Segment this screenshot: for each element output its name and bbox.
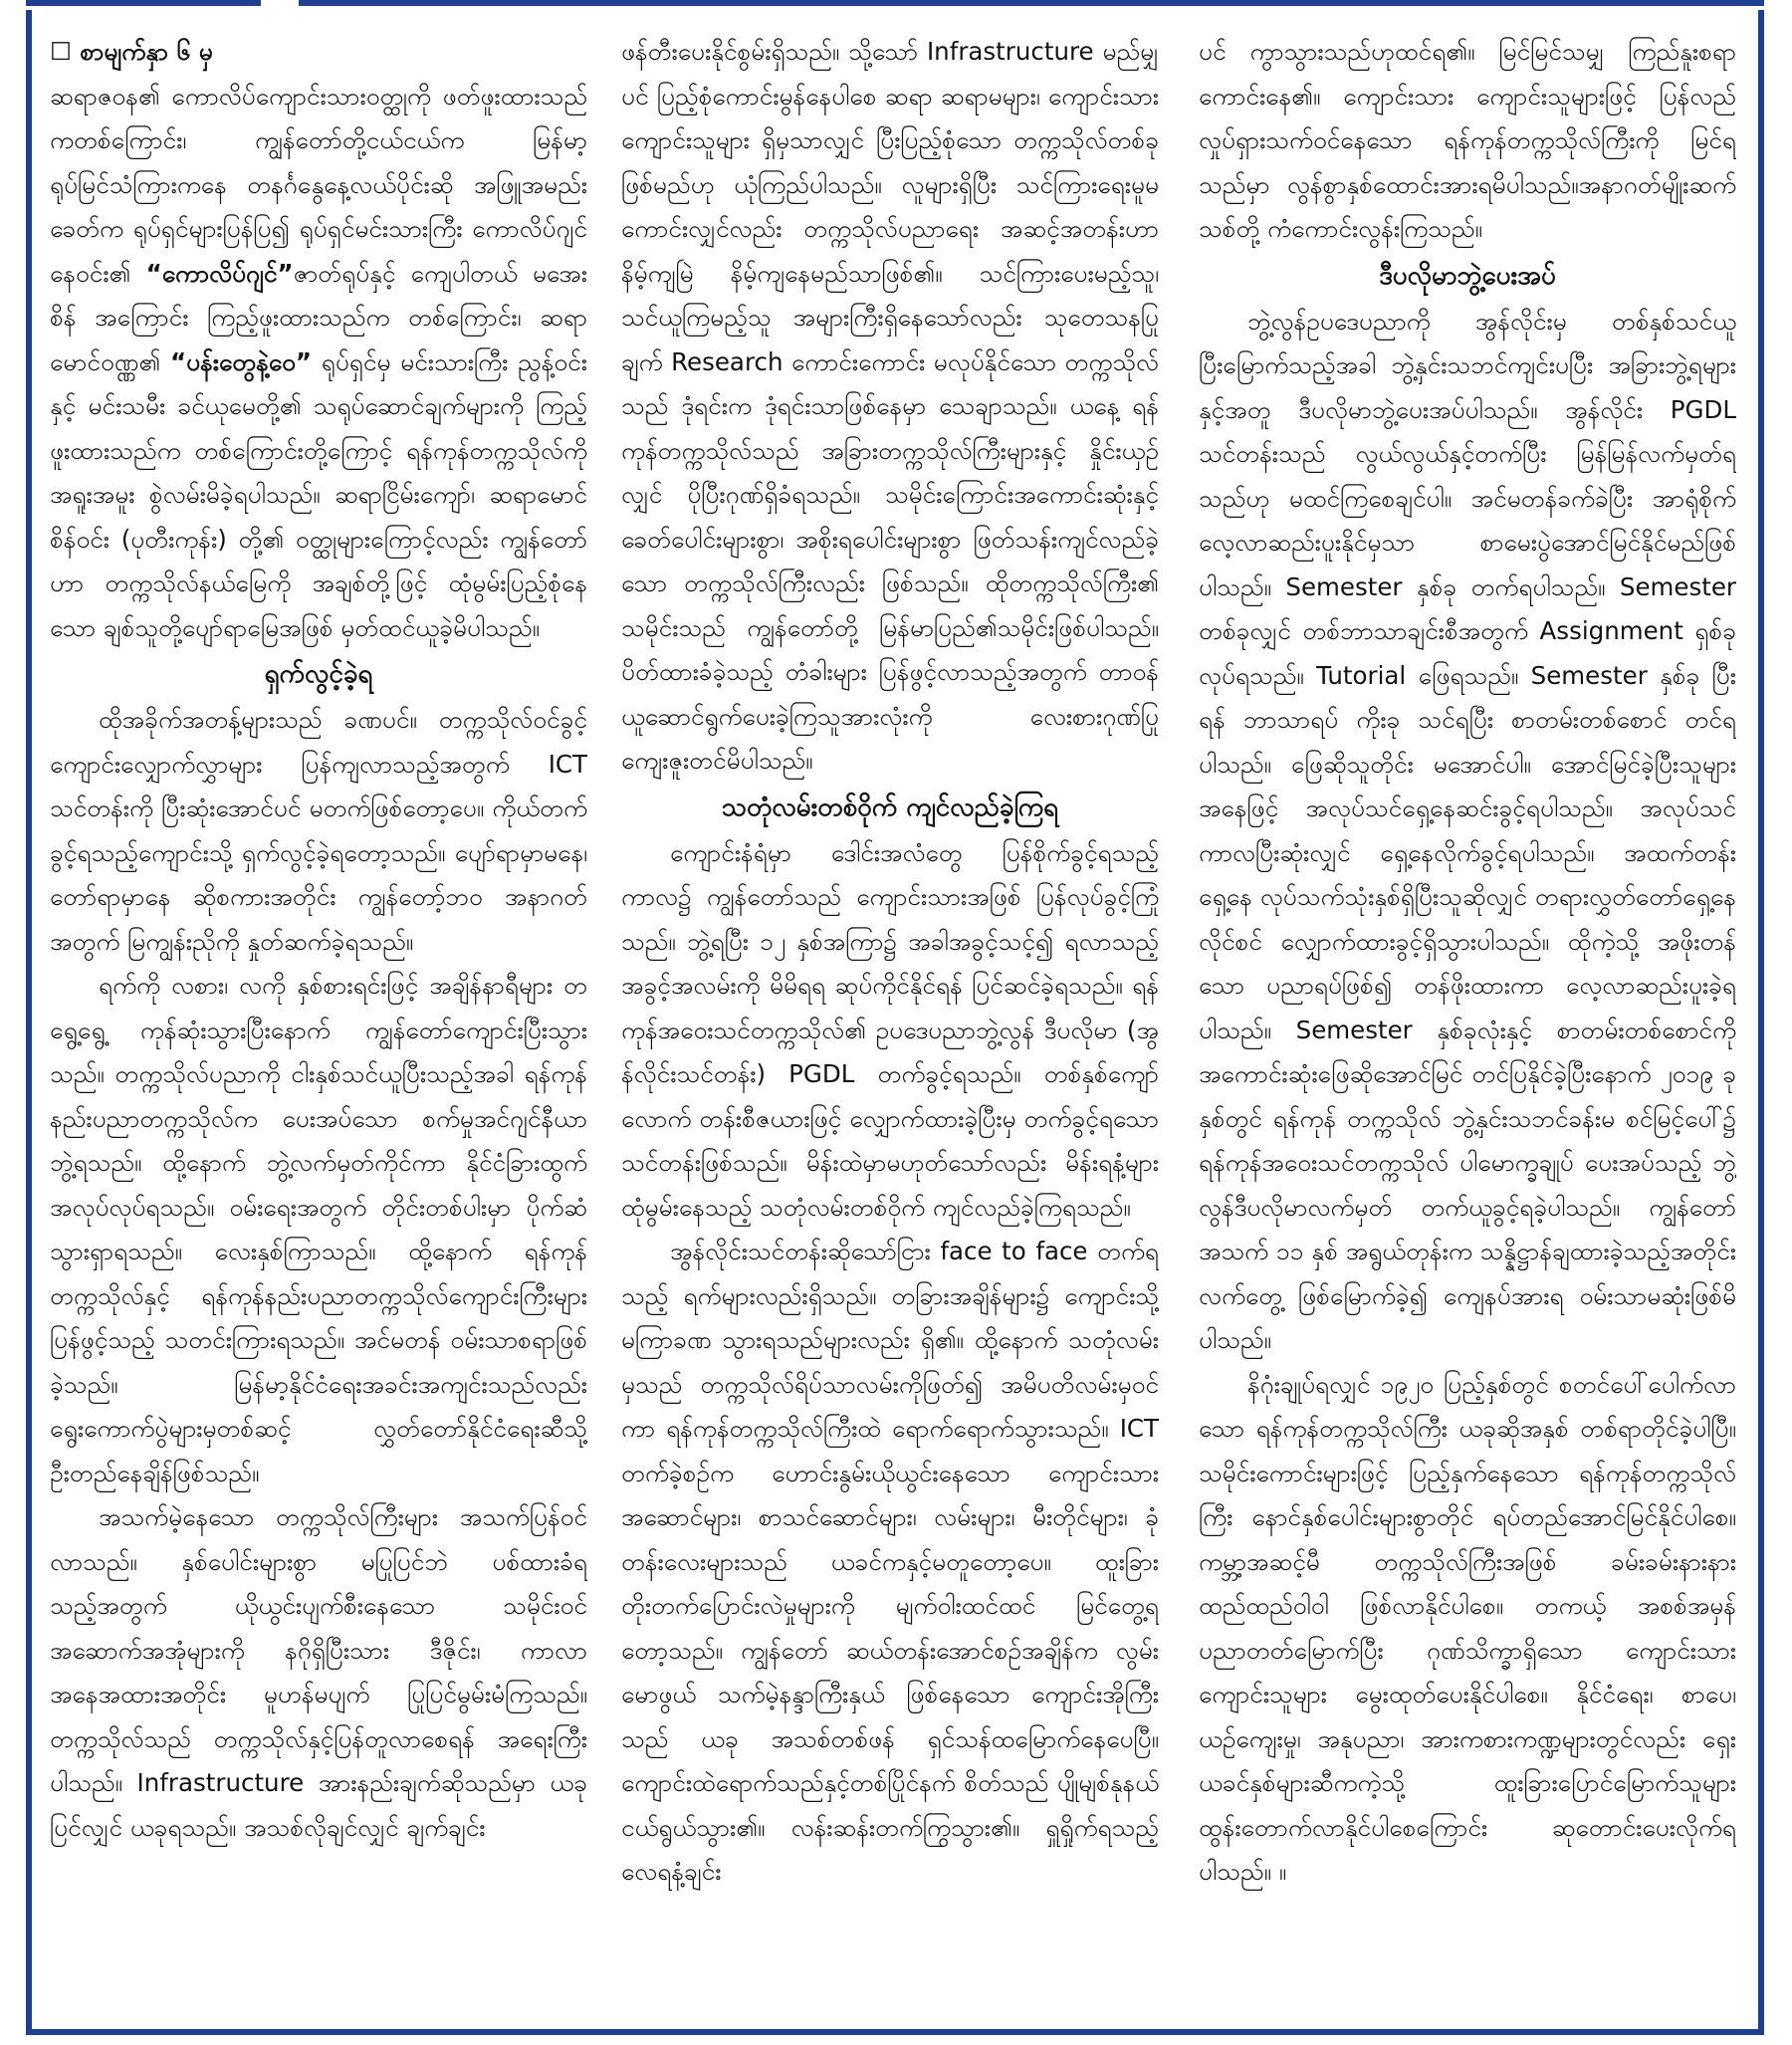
text-run: ဆရာဇဝန၏ ကောလိပ်ကျောင်းသားဝတ္ထုကို ဖတ်ဖူးထားသည်ကတစ်ကြောင်း၊ ကျွန်တော်တို့ငယ်ငယ်က မြန်မာ့ရုပ်မြင်သံကြားကနေ တနင်္ဂနွေနေ့လယ်ပိုင်းဆို အဖြူအမည်း ခေတ်က ရုပ်ရှင်များပြန်ပြ၍ ရုပ်ရှင်မင်းသားကြီး ကောလိပ်ဂျင်နေဝင်း၏ xyxy=(50,81,587,288)
paragraph: ကျောင်းနံရံမှာ ဒေါင်းအလံတွေ ပြန်စိုက်ခွင့်ရသည့် ကာလ၌ ကျွန်တော်သည် ကျောင်းသားအဖြစ် ပြန်လုပ်ခွင့်ကြုံသည်။ ဘွဲ့ရပြီး ၁၂ နှစ်အကြာ၌ အခါအခွင့်သင့်၍ ရလာသည့်အခွင့်အလမ်းကို မိမိရရ ဆုပ်ကိုင်နိုင်ရန် ပြင်ဆင်ခဲ့ရသည်။ ရန်ကုန်အဝေးသင်တက္ကသိုလ်၏ ဥပဒေပညာဘွဲ့လွန် ဒီပလိုမာ (အွန်လိုင်းသင်တန်း) PGDL တက်ခွင့်ရသည်။ တစ်နှစ်ကျော်လောက် တန်းစီဇယားဖြင့် လျှောက်ထားခဲ့ပြီးမှ တက်ခွင့်ရသော သင်တန်းဖြစ်သည်။ မိန်းထဲမှာမဟုတ်သော်လည်း မိန်းရနံ့များထုံမွမ်းနေသည့် သတုံလမ်းတစ်ဝိုက် ကျင်လည်ခဲ့ကြရသည်။ xyxy=(621,837,1159,1222)
paragraph: အွန်လိုင်းသင်တန်းဆိုသော်ငြား face to face တက်ရသည့် ရက်များလည်းရှိသည်။ တခြားအချိန်များ၌ ကျောင်းသို့မကြာခဏ သွားရသည်များလည်း ရှိ၏။ ထို့နောက် သတုံလမ်းမှသည် တက္ကသိုလ်ရိပ်သာလမ်းကိုဖြတ်၍ အမိပတိလမ်းမှဝင်ကာ ရန်ကုန်တက္ကသိုလ်ကြီးထဲ ရောက်ရောက်သွားသည်။ ICT တက်ခဲ့စဉ်က ဟောင်းနွမ်းယိုယွင်းနေသော ကျောင်းသားအဆောင်များ၊ စာသင်ဆောင်များ၊ လမ်းများ၊ မီးတိုင်များ၊ ခုံတန်းလေးများသည် ယခင်ကနှင့်မတူတော့ပေ။ ထူးခြားတိုးတက်ပြောင်းလဲမှုများကို မျက်ဝါးထင်ထင် မြင်တွေ့ရတော့သည်။ ကျွန်တော် ဆယ်တန်းအောင်စဉ်အချိန်က လွမ်းမောဖွယ် သက်မဲ့နန္ဒာကြီးနှယ် ဖြစ်နေသော ကျောင်းအိုကြီးသည် ယခု အသစ်တစ်ဖန် ရှင်သန်ထမြောက်နေပေပြီ။ ကျောင်းထဲရောက်သည်နှင့်တစ်ပြိုင်နက် စိတ်သည် ပျိုမျစ်နုနယ် ငယ်ရွယ်သွား၏။ လန်းဆန်းတက်ကြွသွား၏။ ရှူရှိုက်ရသည့် လေရနံ့ချင်း xyxy=(621,1237,1159,1886)
paragraph: အသက်မဲ့နေသော တက္ကသိုလ်ကြီးများ အသက်ပြန်ဝင်လာသည်။ နှစ်ပေါင်းများစွာ မပြုပြင်ဘဲ ပစ်ထားခံရသည့်အတွက် ယိုယွင်းပျက်စီးနေသော သမိုင်းဝင်အဆောက်အအုံများကို နဂိုရှိပြီးသား ဒီဇိုင်း၊ ကာလာအနေအထားအတိုင်း မူဟန်မပျက် ပြုပြင်မွမ်းမံကြသည်။ တက္ကသိုလ်သည် တက္ကသိုလ်နှင့်ပြန်တူလာစေရန် အရေးကြီးပါသည်။ Infrastructure အားနည်းချက်ဆိုသည်မှာ ယခုပြင်လျှင် ယခုရသည်။ အသစ်လိုချင်လျှင် ချက်ချင်း xyxy=(50,1502,587,1842)
frame-top-right-segment xyxy=(299,0,1764,6)
paragraph: ပင် ကွာသွားသည်ဟုထင်ရ၏။ မြင်မြင်သမျှ ကြည်နူးစရာကောင်းနေ၏။ ကျောင်းသား ကျောင်းသူများဖြင့် ပြန်လည်လှုပ်ရှားသက်ဝင်နေသော ရန်ကုန်တက္ကသိုလ်ကြီးကို မြင်ရသည်မှာ လွန်စွာနှစ်ထောင်းအားရမိပါသည်။အနာဂတ်မျိုးဆက်သစ်တို့ ကံကောင်းလွန်းကြသည်။ xyxy=(1199,37,1736,243)
paragraph: နိဂုံးချုပ်ရလျှင် ၁၉၂၀ ပြည့်နှစ်တွင် စတင်ပေါ်ပေါက်လာသော ရန်ကုန်တက္ကသိုလ်ကြီး ယခုဆိုအနှစ် တစ်ရာတိုင်ခဲ့ပါပြီ။ သမိုင်းကောင်းများဖြင့် ပြည့်နှက်နေသော ရန်ကုန်တက္ကသိုလ်ကြီး နောင်နှစ်ပေါင်းများစွာတိုင် ရပ်တည်အောင်မြင်နိုင်ပါစေ။ ကမ္ဘာ့အဆင့်မီ တက္ကသိုလ်ကြီးအဖြစ် ခမ်းခမ်းနားနားထည်ထည်ဝါဝါ ဖြစ်လာနိုင်ပါစေ။ တကယ့် အစစ်အမှန် ပညာတတ်မြောက်ပြီး ဂုဏ်သိက္ခာရှိသော ကျောင်းသားကျောင်းသူများ မွေးထုတ်ပေးနိုင်ပါစေ။ နိုင်ငံရေး၊ စာပေ၊ ယဉ်ကျေးမှု၊ အနုပညာ၊ အားကစားကဏ္ဍများတွင်လည်း ရှေးယခင်နှစ်များဆီကကဲ့သို့ ထူးခြားပြောင်မြောက်သူများ ထွန်းတောက်လာနိုင်ပါစေကြောင်း ဆုတောင်းပေးလိုက်ရပါသည်။ ။ xyxy=(1199,1369,1736,1886)
frame-top-left-segment xyxy=(26,0,261,6)
paragraph: ရက်ကို လစား၊ လကို နှစ်စားရင်းဖြင့် အချိန်နာရီများ တရွေ့ရွေ့ ကုန်ဆုံးသွားပြီးနောက် ကျွန်တော်ကျောင်းပြီးသွားသည်။ တက္ကသိုလ်ပညာကို ငါးနှစ်သင်ယူပြီးသည့်အခါ ရန်ကုန်နည်းပညာတက္ကသိုလ်က ပေးအပ်သော စက်မှုအင်ဂျင်နီယာဘွဲ့ရသည်။ ထို့နောက် ဘွဲ့လက်မှတ်ကိုင်ကာ နိုင်ငံခြားထွက် အလုပ်လုပ်ရသည်။ ဝမ်းရေးအတွက် တိုင်းတစ်ပါးမှာ ပိုက်ဆံသွားရှာရသည်။ လေးနှစ်ကြာသည်။ ထို့နောက် ရန်ကုန်တက္ကသိုလ်နှင့် ရန်ကုန်နည်းပညာတက္ကသိုလ်ကျောင်းကြီးများ ပြန်ဖွင့်သည့် သတင်းကြားရသည်။ အင်မတန် ဝမ်းသာစရာဖြစ်ခဲ့သည်။ မြန်မာ့နိုင်ငံရေးအခင်းအကျင်းသည်လည်း ရွေးကောက်ပွဲများမှတစ်ဆင့် လွှတ်တော်နိုင်ငံရေးဆီသို့ ဦးတည်နေချိန်ဖြစ်သည်။ xyxy=(50,971,587,1487)
bold-title: “ကောလိပ်ဂျင်” xyxy=(145,258,294,288)
paragraph xyxy=(50,75,587,651)
section-heading: သတုံလမ်းတစ်ဝိုက် ကျင်လည်ခဲ့ကြရ xyxy=(721,792,1059,822)
paragraph: ဘွဲ့လွန်ဥပဒေပညာကို အွန်လိုင်းမှ တစ်နှစ်သင်ယူပြီးမြောက်သည့်အခါ ဘွဲ့နှင်းသဘင်ကျင်းပပြီး အခြားဘွဲ့ရများနှင့်အတူ ဒီပလိုမာဘွဲ့ပေးအပ်ပါသည်။ အွန်လိုင်း PGDL သင်တန်းသည် လွယ်လွယ်နှင့်တက်ပြီး မြန်မြန်လက်မှတ်ရသည်ဟု မထင်ကြစေချင်ပါ။ အင်မတန်ခက်ခဲပြီး အာရုံစိုက် လေ့လာဆည်းပူးနိုင်မှသာ စာမေးပွဲအောင်မြင်နိုင်မည်ဖြစ်ပါသည်။ Semester နှစ်ခု တက်ရပါသည်။ Semester တစ်ခုလျှင် တစ်ဘာသာချင်းစီအတွက် Assignment ရှစ်ခု လုပ်ရသည်။ Tutorial ဖြေရသည်။ Semester နှစ်ခု ပြီးရန် ဘာသာရပ် ကိုးခု သင်ရပြီး စာတမ်းတစ်စောင် တင်ရပါသည်။ ဖြေဆိုသူတိုင်း မအောင်ပါ။ အောင်မြင်ခဲ့ပြီးသူများအနေဖြင့် အလုပ်သင်ရှေ့နေဆင်းခွင့်ရပါသည်။ အလုပ်သင်ကာလပြီးဆုံးလျှင် ရှေ့နေလိုက်ခွင့်ရပါသည်။ အထက်တန်းရှေ့နေ လုပ်သက်သုံးနှစ်ရှိပြီးသူဆိုလျှင် တရားလွှတ်တော်ရှေ့နေလိုင်စင် လျှောက်ထားခွင့်ရှိသွားပါသည်။ ထိုကဲ့သို့ အဖိုးတန်သော ပညာရပ်ဖြစ်၍ တန်ဖိုးထားကာ လေ့လာဆည်းပူးခဲ့ရပါသည်။ Semester နှစ်ခုလုံးနှင့် စာတမ်းတစ်စောင်ကို အကောင်းဆုံးဖြေဆိုအောင်မြင် တင်ပြနိုင်ခဲ့ပြီးနောက် ၂၀၁၉ ခုနှစ်တွင် ရန်ကုန် တက္ကသိုလ် ဘွဲ့နှင်းသဘင်ခန်းမ စင်မြင့်ပေါ်၌ ရန်ကုန်အဝေးသင်တက္ကသိုလ် ပါမောက္ခချုပ် ပေးအပ်သည့် ဘွဲ့လွန်ဒီပလိုမာလက်မှတ် တက်ယူခွင့်ရခဲ့ပါသည်။ ကျွန်တော် အသက် ၁၁ နှစ် အရွယ်တုန်းက သန္နိဋ္ဌာန်ချထားခဲ့သည့်အတိုင်း လက်တွေ့ ဖြစ်မြောက်ခဲ့၍ ကျေနပ်အားရ ဝမ်းသာမဆုံးဖြစ်မိပါသည်။ xyxy=(1199,306,1736,1354)
bold-title: “ပန်းတွေနဲ့ဝေ” xyxy=(170,346,312,376)
continued-from-label: ☐ စာမျက်နှာ ၆ မှ xyxy=(50,37,213,66)
continued-from-note xyxy=(50,30,587,75)
paragraph: ဖန်တီးပေးနိုင်စွမ်းရှိသည်။ သို့သော် Infrastructure မည်မျှပင် ပြည့်စုံကောင်းမွန်နေပါစေ ဆရာ ဆရာမများ၊ ကျောင်းသား ကျောင်းသူများ ရှိမှသာလျှင် ပြီးပြည့်စုံသော တက္ကသိုလ်တစ်ခု ဖြစ်မည်ဟု ယုံကြည်ပါသည်။ လူများရှိပြီး သင်ကြားရေးမူမကောင်းလျှင်လည်း တက္ကသိုလ်ပညာရေး အဆင့်အတန်းဟာ နိမ့်ကျမြဲ နိမ့်ကျနေမည်သာဖြစ်၏။ သင်ကြားပေးမည့်သူ၊ သင်ယူကြမည့်သူ အများကြီးရှိနေသော်လည်း သုတေသနပြုချက် Research ကောင်းကောင်း မလုပ်နိုင်သော တက္ကသိုလ်သည် ဒုံရင်းက ဒုံရင်းသာဖြစ်နေမှာ သေချာသည်။ ယနေ့ ရန်ကုန်တက္ကသိုလ်သည် အခြားတက္ကသိုလ်ကြီးများနှင့် နှိုင်းယှဉ်လျှင် ပိုပြီးဂုဏ်ရှိခံရသည်။ သမိုင်းကြောင်းအကောင်းဆုံးနှင့် ခေတ်ပေါင်းများစွာ၊ အစိုးရပေါင်းများစွာ ဖြတ်သန်းကျင်လည်ခဲ့သော တက္ကသိုလ်ကြီးလည်း ဖြစ်သည်။ ထိုတက္ကသိုလ်ကြီး၏ သမိုင်းသည် ကျွန်တော်တို့ မြန်မာပြည်၏သမိုင်းဖြစ်ပါသည်။ ပိတ်ထားခံခဲ့သည့် တံခါးများ ပြန်ဖွင့်လာသည့်အတွက် တာဝန်ယူဆောင်ရွက်ပေးခဲ့ကြသူအားလုံးကို လေးစားဂုဏ်ပြု ကျေးဇူးတင်မိပါသည်။ xyxy=(621,37,1159,775)
text-run: ဇာတ်ရုပ်နှင့် ကျေပါတယ် မအေးစိန် အကြောင်း ကြည့်ဖူးထားသည်က တစ်ကြောင်း၊ ဆရာမောင်ဝဏ္ဏ၏ xyxy=(50,258,587,376)
article-column-2 xyxy=(621,30,1159,2021)
text-run: ရုပ်ရှင်မှ မင်းသားကြီး ညွန့်ဝင်းနှင့် မင်းသမီး ခင်ယုမေတို့၏ သရုပ်ဆောင်ချက်များကို ကြည့်ဖူးထားသည်က တစ်ကြောင်းတို့ကြောင့် ရန်ကုန်တက္ကသိုလ်ကို အရူးအမူး စွဲလမ်းမိခဲ့ရပါသည်။ ဆရာငြိမ်းကျော်၊ ဆရာမောင်စိန်ဝင်း (ပုတီးကုန်း) တို့၏ ဝတ္ထုများကြောင့်လည်း ကျွန်တော်ဟာ တက္ကသိုလ်နယ်မြေကို အချစ်တို့ဖြင့် ထုံမွမ်းပြည့်စုံနေသော ချစ်သူတို့ပျော်ရာမြေအဖြစ် မှတ်ထင်ယူခဲ့မိပါသည်။ xyxy=(50,346,587,642)
article-column-3 xyxy=(1199,30,1736,2021)
section-heading: ဒီပလိုမာဘွဲ့ပေးအပ် xyxy=(1379,260,1556,291)
paragraph: ထိုအခိုက်အတန့်များသည် ခဏပင်။ တက္ကသိုလ်ဝင်ခွင့်ကျောင်းလျှောက်လွှာများ ပြန်ကျလာသည့်အတွက် ICT သင်တန်းကို ပြီးဆုံးအောင်ပင် မတက်ဖြစ်တော့ပေ။ ကိုယ်တက်ခွင့်ရသည့်ကျောင်းသို့ ရှက်လွင့်ခဲ့ရတော့သည်။ ပျော်ရာမှာမနေ၊ တော်ရာမှာနေ ဆိုစကားအတိုင်း ကျွန်တော့်ဘဝ အနာဂတ်အတွက် မြကျွန်းညိုကို နှုတ်ဆက်ခဲ့ရသည်။ xyxy=(50,705,587,956)
article-column-1 xyxy=(50,30,587,2021)
section-heading: ရှက်လွင့်ခဲ့ရ xyxy=(264,659,373,689)
